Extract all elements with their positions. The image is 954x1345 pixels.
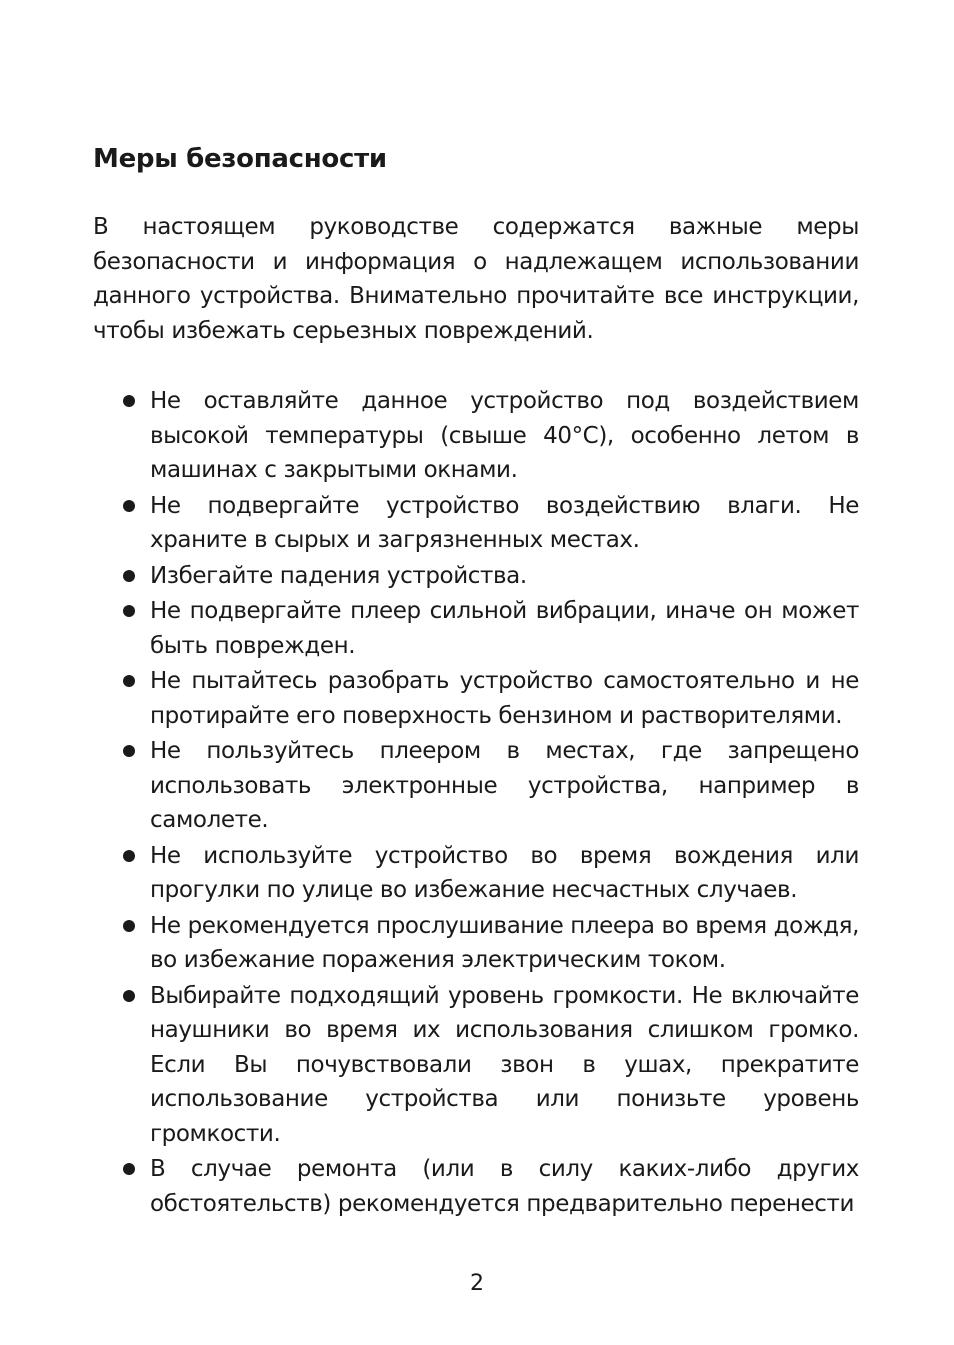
list-item: [93, 909, 859, 978]
list-item-text: Выбирайте подходящий уровень громкости. Не включайте наушники во время их использования слишком громко. Если Вы почувствовали звон в ушах, прекратите использование устройства или понизьте уровень громкости.: [150, 982, 859, 1147]
list-item: [93, 489, 859, 558]
document-page: [93, 141, 859, 1222]
bullet-icon: [123, 745, 135, 757]
page-number: 2: [470, 1271, 484, 1296]
bullet-icon: [123, 675, 135, 687]
list-item-text: Избегайте падения устройства.: [150, 562, 527, 589]
bullet-icon: [123, 500, 135, 512]
list-item-text: Не пользуйтесь плеером в местах, где запрещено использовать электронные устройства, например в самолете.: [150, 738, 859, 833]
bullet-icon: [123, 990, 135, 1002]
intro-paragraph: В настоящем руководстве содержатся важные меры безопасности и информация о надлежащем использовании данного устройства. Внимательно прочитайте все инструкции, чтобы избежать серьезных повреждений.: [93, 214, 859, 344]
list-item: [93, 664, 859, 733]
list-item: [93, 839, 859, 908]
list-item-text: Не подвергайте плеер сильной вибрации, иначе он может быть поврежден.: [150, 598, 859, 659]
list-item: [93, 559, 859, 594]
list-item-text: Не используйте устройство во время вождения или прогулки по улице во избежание несчастных случаев.: [150, 842, 859, 903]
list-item-text: Не оставляйте данное устройство под воздействием высокой температуры (свыше 40°C), особенно летом в машинах с закрытыми окнами.: [150, 388, 859, 483]
list-item: [93, 979, 859, 1152]
list-item: [93, 1152, 859, 1221]
bullet-icon: [123, 920, 135, 932]
list-item-text: Не рекомендуется прослушивание плеера во время дождя, во избежание поражения электрическим током.: [150, 912, 859, 973]
list-item-text: Не подвергайте устройство воздействию влаги. Не храните в сырых и загрязненных местах.: [150, 492, 859, 553]
list-item-text: Не пытайтесь разобрать устройство самостоятельно и не протирайте его поверхность бензином и растворителями.: [150, 668, 859, 729]
page-title: Меры безопасности: [93, 144, 387, 174]
bullet-icon: [123, 1163, 135, 1175]
bullet-icon: [123, 570, 135, 582]
list-item: [93, 734, 859, 838]
list-item-text: В случае ремонта (или в силу каких-либо других обстоятельств) рекомендуется предварительно перенести: [150, 1156, 859, 1217]
bullet-icon: [123, 850, 135, 862]
list-item: [93, 384, 859, 488]
bullet-icon: [123, 395, 135, 407]
safety-rules-list: [93, 384, 859, 1221]
bullet-icon: [123, 605, 135, 617]
list-item: [93, 594, 859, 663]
